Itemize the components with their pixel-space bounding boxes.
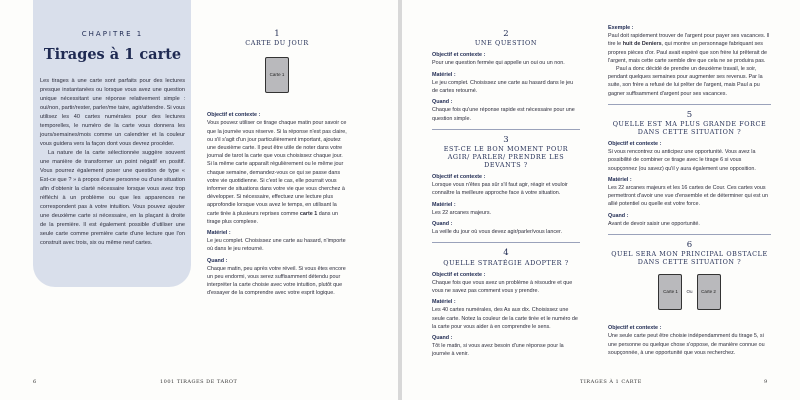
- when-label: Quand :: [432, 335, 453, 342]
- material-text: Les 22 arcanes majeurs et les 16 cartes de Cour. Ces cartes vous permettront d'avoir une vue d'ensemble et de déterminer qui est un allié potentiel ou quelle est votre force.: [608, 185, 768, 208]
- section-divider: [608, 104, 771, 105]
- card-placeholder: Carte 1: [265, 57, 289, 93]
- chapter-title: Tirages à 1 carte: [43, 46, 182, 63]
- material-label: Matériel :: [432, 299, 456, 306]
- objective-text: Pour une question fermée qui appelle un oui ou un non.: [432, 60, 565, 67]
- objective-text: [207, 119, 347, 226]
- when-text: Avant de devoir saisir une opportunité.: [608, 220, 700, 227]
- chapter-label: CHAPITRE 1: [81, 30, 144, 38]
- section-number: 1: [274, 29, 280, 39]
- example-paragraph-1: [608, 32, 771, 65]
- material-text: Le jeu complet. Choisissez une carte au hasard dans le jeu de cartes retourné.: [432, 79, 574, 95]
- when-label: Quand :: [207, 257, 228, 264]
- card-placeholder-2: Carte 2: [697, 274, 721, 310]
- material-text: Le jeu complet. Choisissez une carte au hasard, n'importe où dans le jeu retourné.: [207, 238, 346, 253]
- section-number: 5: [686, 109, 693, 120]
- when-label: Quand :: [608, 212, 629, 219]
- when-text: Chaque fois qu'une réponse rapide est nécessaire pour une question simple.: [432, 107, 575, 122]
- card-layout: [608, 274, 771, 310]
- left-page: [0, 0, 398, 400]
- intro-paragraph-1: Les tirages à une carte sont parfaits pour des lectures presque instantanées ou lorsque vous avez une question unique nécessitant une réponse relativement simple : oui/non, partir/rester, parler/me taire, agir/attendre. Si vous utilisez les 40 cartes numérales pour des lectures temporelles, le numéro de la carte vous donnera les jours/semaines/mois comme un calendrier et la couleur vous guidera vers la façon dont vous devrez procéder.: [40, 78, 185, 147]
- when-text: Tôt le matin, si vous avez besoin d'une réponse pour la journée à venir.: [432, 343, 564, 358]
- objective-text: Chaque fois que vous avez un problème à résoudre et que vous ne savez pas comment vous y prendre.: [432, 279, 573, 295]
- section-divider: [432, 129, 580, 130]
- intro-paragraph-2: La nature de la carte sélectionnée suggère souvent une manière de transformer un point négatif en positif. Vous pourrez également poser une question de type « Est-ce que ? » à propos d'une personne ou d'une situation afin d'obtenir la clarté nécessaire lorsque vous avez trop réfléchi à un problème ou que les apparences ne correspondent pas à votre intuition. Vous pouvez ajouter une deuxième carte si nécessaire, en la plaçant à droite de la première. Il est également possible d'utiliser une seule carte comme première carte d'une lecture que l'on construit avec trois, six ou même neuf cartes.: [40, 150, 185, 246]
- example-text-bold: huit de Deniers: [622, 41, 662, 48]
- card-placeholder-1: Carte 1: [658, 274, 682, 310]
- chapter-intro: [40, 77, 185, 248]
- section-1: [207, 30, 347, 298]
- section-title: QUELLE STRATÉGIE ADOPTER ?: [443, 258, 569, 267]
- section-title: CARTE DU JOUR: [245, 39, 309, 48]
- footer-page-number: 6: [33, 379, 37, 385]
- section-number: 4: [503, 248, 509, 259]
- footer-chapter-title: TIRAGES À 1 CARTE: [580, 379, 642, 385]
- when-label: Quand :: [432, 99, 453, 106]
- footer-page-number: 9: [764, 379, 768, 385]
- material-label: Matériel :: [432, 71, 456, 78]
- objective-text-bold: carte 1: [299, 210, 318, 217]
- objective-label: Objectif et contexte :: [608, 325, 662, 332]
- objective-text-main: Vous pouvez utiliser ce tirage chaque matin pour savoir ce que la journée vous réserve. Si la réponse n'est pas claire, ou s'il s'agit d'un jour particulièrement important, ajoutez une deuxième carte. Il peut être utile de noter dans votre journal de tarot la carte que vous choisissez chaque jour. Si la même carte apparaît régulièrement ou le même jour chaque semaine, demandez-vous ce qui se passe dans votre vie quotidienne. Si c'est le cas, elle pourrait vous informer de situations dans votre vie que vous cherchez à développer. Si nécessaire, effectuez une lecture plus approfondie lorsque vous avez le temps, en utilisant la carte tirée à plusieurs reprises comme: [207, 120, 347, 217]
- objective-label: Objectif et contexte :: [432, 52, 486, 59]
- section-number: 2: [503, 29, 509, 39]
- material-label: Matériel :: [207, 230, 231, 237]
- example-paragraph-2: Paul a donc décidé de prendre un deuxième travail, le soir, pendant quelques semaines pour augmenter ses revenus. Par la suite, son frère a refusé de lui prêter de l'argent, mais Paul a pu gagner suffisamment d'argent pour ses vacances.: [608, 66, 763, 97]
- objective-label: Objectif et contexte :: [432, 271, 486, 278]
- material-text: Les 40 cartes numérales, des As aux dix. Choisissez une seule carte. Notez la couleur de la carte tirée et le numéro de la carte pour vous aider à en comprendre le sens.: [432, 307, 578, 330]
- objective-text: Si vous rencontrez ou anticipez une opportunité. Vous avez la possibilité de combiner ce tirage avec le tirage 6 si vous soupçonnez (ou savez) qu'il y aura également une opposition.: [608, 149, 756, 172]
- objective-text: Une seule carte peut être choisie indépendamment du tirage 5, si une personne ou quelque chose s'oppose, de manière connue ou soupçonnée, à une opportunité que vous recherchez.: [608, 333, 765, 356]
- example-and-sections-5-6: [608, 24, 771, 357]
- material-label: Matériel :: [608, 176, 632, 183]
- chapter-panel: [33, 0, 191, 287]
- right-page: [402, 0, 800, 400]
- section-title: QUEL SERA MON PRINCIPAL OBSTACLE DANS CETTE SITUATION ?: [611, 250, 768, 267]
- section-title: UNE QUESTION: [474, 39, 538, 48]
- objective-label: Objectif et contexte :: [432, 174, 486, 181]
- section-number: 3: [503, 134, 509, 145]
- material-label: Matériel :: [432, 201, 456, 208]
- section-divider: [432, 242, 580, 243]
- objective-label: Objectif et contexte :: [608, 141, 662, 148]
- when-label: Quand :: [432, 221, 453, 228]
- material-text: Les 22 arcanes majeurs.: [432, 209, 492, 216]
- section-title: QUELLE EST MA PLUS GRANDE FORCE DANS CETTE SITUATION ?: [612, 120, 767, 137]
- example-text-a: Paul doit rapidement trouver de l'argent pour payer ses vacances. Il tire le: [608, 33, 770, 48]
- objective-label: Objectif et contexte :: [207, 112, 261, 119]
- example-text-b: , qui montre un personnage fabriquant ses propres pièces d'or. Paul avait espéré que son frère lui prêterait de l'argent, mais cette carte semble dire que cela ne se produira pas.: [608, 41, 767, 64]
- or-label: Ou: [686, 289, 693, 295]
- objective-text: Lorsque vous n'êtes pas sûr s'il faut agir, réagir et vouloir connaître la meilleure approche face à votre situation.: [432, 182, 568, 197]
- section-number: 6: [686, 240, 693, 251]
- objective-text-end: dans un tirage plus complexe.: [207, 210, 338, 225]
- section-title: EST-CE LE BON MOMENT POUR AGIR/ PARLER/ PRENDRE LES DEVANTS ?: [443, 145, 569, 170]
- when-text: La veille du jour où vous devez agir/parler/vous lancer.: [432, 229, 563, 236]
- when-text: Chaque matin, peu après votre réveil. Si vous êtes encore un peu endormi, vous serez suffisamment détendu pour interpréter la carte choisie avec votre intuition, plutôt que d'essayer de la comprendre avec votre esprit logique.: [207, 265, 346, 297]
- footer-book-title: 1001 TIRAGES DE TAROT: [160, 379, 238, 385]
- section-divider: [608, 234, 771, 235]
- sections-2-4-column: [432, 30, 580, 359]
- example-label: Exemple :: [608, 25, 634, 31]
